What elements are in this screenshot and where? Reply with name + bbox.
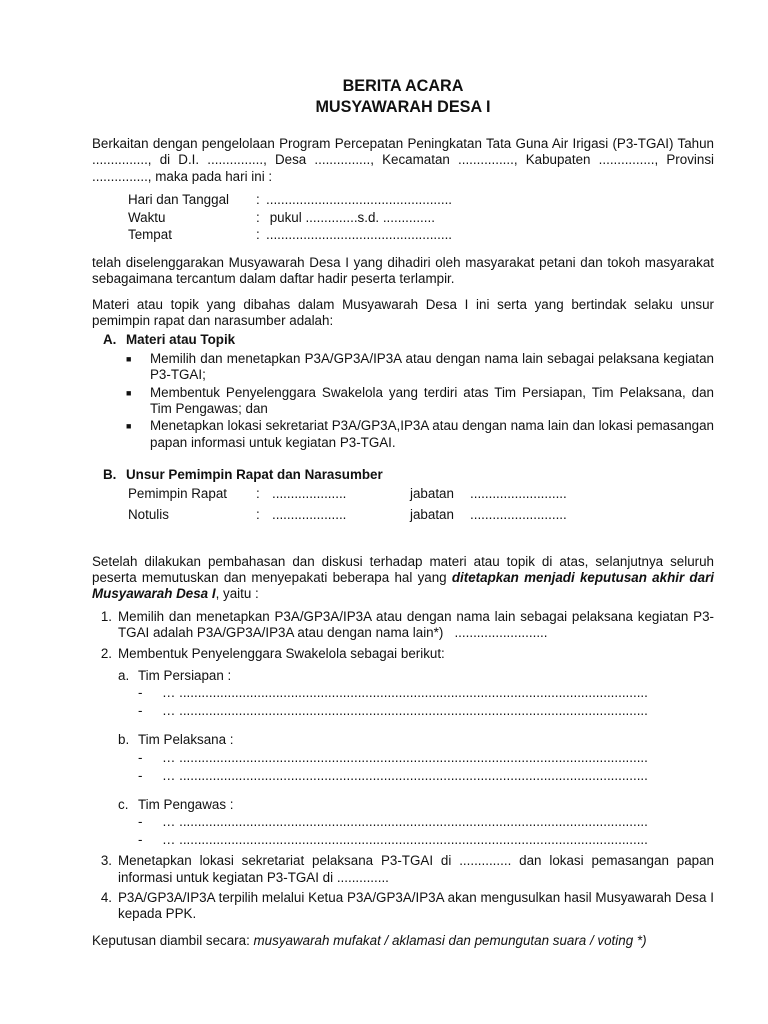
title-line-2: MUSYAWARAH DESA I xyxy=(315,98,491,116)
decision-text: Membentuk Penyelenggara Swakelola sebagai berikut: xyxy=(118,645,445,661)
conclusion-lead: Setelah dilakukan pembahasan dan diskusi terhadap materi atau topik di atas, selanjutnya seluruh peserta memutuskan dan menyepakati beberapa hal yang xyxy=(92,553,714,585)
team-member-blank: … .............................................................................................................................. xyxy=(162,749,648,765)
role-sep: : xyxy=(256,506,260,522)
section-title: Materi atau Topik xyxy=(126,332,236,348)
role-position-label: jabatan xyxy=(410,485,454,501)
role-position-blank: .......................... xyxy=(470,485,567,501)
topic-list xyxy=(92,351,714,451)
team-member-blank: … .............................................................................................................................. xyxy=(162,685,648,701)
decision-method-lead: Keputusan diambil secara: xyxy=(92,932,254,948)
list-item-text: Memilih dan menetapkan P3A/GP3A/IP3A atau dengan nama lain sebagai pelaksana kegiatan P3-TGAI; xyxy=(150,350,714,383)
role-position-blank: .......................... xyxy=(470,506,567,522)
list-item xyxy=(126,385,714,418)
team-member-line xyxy=(138,702,714,720)
decision-text: Memilih dan menetapkan P3A/GP3A/IP3A atau dengan nama lain sebagai pelaksana kegiatan P3-TGAI adalah P3A/GP3A/IP3A atau dengan nama lain*) ......................... xyxy=(118,608,714,641)
dash-bullet: - xyxy=(138,767,143,783)
team-member-line xyxy=(138,767,714,785)
square-bullet-icon: ■ xyxy=(126,421,132,432)
team-pengawas xyxy=(118,797,714,849)
role-row-chair xyxy=(128,486,567,507)
team-name: Tim Pelaksana : xyxy=(138,732,234,748)
meta-value: .................................................. xyxy=(266,192,453,208)
role-name-blank: .................... xyxy=(272,506,347,522)
list-item-text: Membentuk Penyelenggara Swakelola yang terdiri atas Tim Persiapan, Tim Pelaksana, dan Tim Pengawas; dan xyxy=(150,384,714,416)
meta-sep: : xyxy=(256,192,260,208)
team-heading xyxy=(118,797,714,813)
role-sep: : xyxy=(256,485,260,501)
attendance-paragraph: telah diselenggarakan Musyawarah Desa I yang dihadiri oleh masyarakat petani dan tokoh masyarakat sebagaimana tercantum dalam daftar hadir peserta terlampir. xyxy=(92,254,714,287)
team-letter: b. xyxy=(118,732,130,748)
section-letter: B. xyxy=(103,467,117,483)
decision-number: 4. xyxy=(100,890,112,906)
decision-item-2 xyxy=(92,646,714,662)
list-item xyxy=(126,418,714,451)
dash-bullet: - xyxy=(138,832,143,848)
section-b-heading xyxy=(103,467,714,483)
square-bullet-icon: ■ xyxy=(126,353,132,364)
section-a-heading xyxy=(103,332,714,348)
decision-number: 1. xyxy=(100,608,112,624)
topics-intro-paragraph: Materi atau topik yang dibahas dalam Musyawarah Desa I ini serta yang bertindak selaku unsur pemimpin rapat dan narasumber adalah: xyxy=(92,296,714,328)
meta-label: Waktu xyxy=(128,209,166,225)
title-line-1: BERITA ACARA xyxy=(342,77,464,95)
team-member-blank: … .............................................................................................................................. xyxy=(162,814,648,830)
meta-row-date xyxy=(128,192,452,210)
team-letter: c. xyxy=(118,796,129,812)
role-label: Pemimpin Rapat xyxy=(128,485,227,501)
section-title: Unsur Pemimpin Rapat dan Narasumber xyxy=(126,467,383,483)
role-label: Notulis xyxy=(128,506,169,522)
decision-item-3 xyxy=(92,853,714,886)
conclusion-emphasis: ditetapkan menjadi keputusan akhir dari Musyawarah Desa I xyxy=(92,570,714,602)
conclusion-paragraph xyxy=(92,554,714,603)
team-member-blank: … .............................................................................................................................. xyxy=(162,767,648,783)
team-member-line xyxy=(138,749,714,767)
decision-item-1 xyxy=(92,609,714,642)
decision-list xyxy=(92,609,714,923)
team-member-line xyxy=(138,831,714,849)
team-name: Tim Persiapan : xyxy=(138,668,232,684)
section-letter: A. xyxy=(103,332,117,348)
decision-text: Menetapkan lokasi sekretariat pelaksana P3-TGAI di .............. dan lokasi pemasangan papan informasi untuk kegiatan P3-TGAI di .............. xyxy=(118,853,714,885)
meta-sep: : xyxy=(256,227,260,243)
meta-row-time xyxy=(128,210,452,228)
team-heading xyxy=(118,732,714,748)
team-pelaksana xyxy=(118,732,714,784)
decision-item-4 xyxy=(92,890,714,923)
dash-bullet: - xyxy=(138,749,143,765)
role-name-blank: .................... xyxy=(272,485,347,501)
meta-sep: : xyxy=(256,209,260,225)
dash-bullet: - xyxy=(138,814,143,830)
dash-bullet: - xyxy=(138,685,143,701)
document-title xyxy=(92,76,714,118)
meta-value: .................................................. xyxy=(266,227,453,243)
dash-bullet: - xyxy=(138,703,143,719)
list-item xyxy=(126,351,714,384)
decision-text: P3A/GP3A/IP3A terpilih melalui Ketua P3A/GP3A/IP3A akan mengusulkan hasil Musyawarah Desa I kepada PPK. xyxy=(118,890,714,922)
team-persiapan xyxy=(118,668,714,720)
meta-value: pukul ..............s.d. .............. xyxy=(266,209,435,225)
meeting-roles xyxy=(128,486,567,528)
team-name: Tim Pengawas : xyxy=(138,796,234,812)
team-letter: a. xyxy=(118,668,130,684)
meta-row-place xyxy=(128,227,452,245)
role-position-label: jabatan xyxy=(410,506,454,522)
decision-number: 3. xyxy=(100,853,112,869)
team-heading xyxy=(118,668,714,684)
square-bullet-icon: ■ xyxy=(126,387,132,398)
decision-method-options: musyawarah mufakat / aklamasi dan pemungutan suara / voting *) xyxy=(253,932,647,948)
meta-label: Tempat xyxy=(128,227,172,243)
conclusion-tail: , yaitu : xyxy=(215,586,259,602)
decision-number: 2. xyxy=(100,645,112,661)
team-member-line xyxy=(138,684,714,702)
team-member-blank: … .............................................................................................................................. xyxy=(162,832,648,848)
role-row-secretary xyxy=(128,507,567,528)
team-member-line xyxy=(138,813,714,831)
decision-method xyxy=(92,933,714,949)
meeting-details xyxy=(128,192,452,245)
team-member-blank: … .............................................................................................................................. xyxy=(162,703,648,719)
list-item-text: Menetapkan lokasi sekretariat P3A/GP3A,IP3A atau dengan nama lain dan lokasi pemasangan papan informasi untuk kegiatan P3-TGAI. xyxy=(150,418,714,450)
intro-paragraph: Berkaitan dengan pengelolaan Program Percepatan Peningkatan Tata Guna Air Irigasi (P3-TGAI) Tahun ..............., di D.I. ..............., Desa ..............., Kecamatan ..............., Kabupaten ..............., Provinsi ..............., maka pada hari ini : xyxy=(92,136,714,184)
meta-label: Hari dan Tanggal xyxy=(128,192,229,208)
